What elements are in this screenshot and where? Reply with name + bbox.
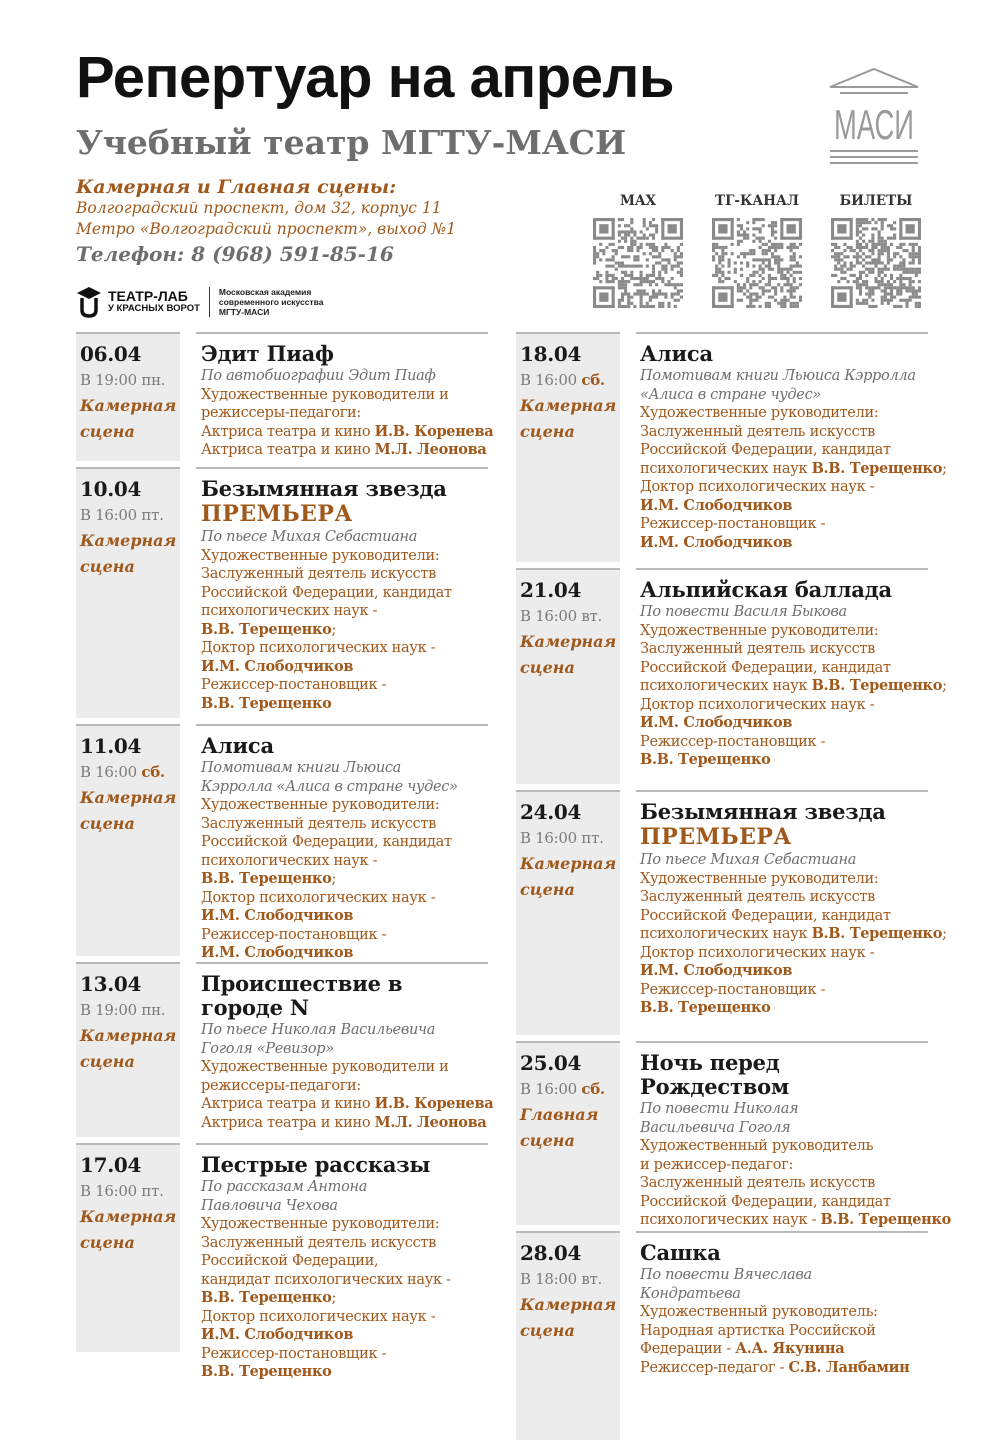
performance-time <box>520 829 620 847</box>
masi-logo <box>826 67 922 167</box>
phone-number[interactable]: Телефон: 8 (968) 591-85-16 <box>76 242 394 266</box>
credit-text: психологических наук - <box>640 1212 821 1228</box>
qr-code-icon <box>712 218 802 308</box>
show-title: Алиса <box>640 341 713 366</box>
performance-date: 25.04 <box>520 1051 582 1075</box>
credit-line <box>640 981 928 1000</box>
person-name: В.В. Терещенко <box>811 459 943 477</box>
weekday: пн. <box>141 1001 166 1019</box>
credit-text: Заслуженный деятель искусств <box>201 815 436 832</box>
credit-text: Российской Федерации, кандидат <box>640 1193 891 1210</box>
premiere-badge: ПРЕМЬЕРА <box>201 501 353 527</box>
credit-line <box>640 733 928 752</box>
credit-line <box>640 714 928 733</box>
credit-line <box>201 584 488 603</box>
person-name: И.В. Коренева <box>374 1095 494 1112</box>
show-title: Эдит Пиаф <box>201 341 334 366</box>
academy-line: современного искусства <box>218 297 324 307</box>
teatr-lab-icon <box>76 286 102 318</box>
credit-line <box>201 404 488 423</box>
credit-text: Режиссер-педагог - <box>640 1359 789 1376</box>
credit-text: Доктор психологических наук - <box>201 1308 436 1325</box>
credit-line <box>201 1345 488 1364</box>
credit-line <box>640 497 928 516</box>
page-subtitle: Учебный театр МГТУ-МАСИ <box>76 123 627 162</box>
weekday: сб. <box>141 763 165 781</box>
credit-text: Художественные руководители: <box>201 797 440 813</box>
date-cell <box>516 1041 620 1225</box>
person-name: И.М. Слободчиков <box>640 533 793 551</box>
date-cell <box>76 962 180 1137</box>
person-name: В.В. Терещенко <box>201 870 332 887</box>
academy-line: Московская академия <box>218 287 312 297</box>
credit-line <box>201 676 488 695</box>
show-title: Пестрые рассказы <box>201 1152 431 1177</box>
stage-name: Камерная сцена <box>520 396 617 441</box>
credit-text: Доктор психологических наук - <box>201 889 436 906</box>
person-name: И.М. Слободчиков <box>640 496 793 514</box>
show-info <box>196 332 494 460</box>
credit-text: Российской Федерации, кандидат <box>640 907 891 924</box>
credit-text: Художественный руководитель <box>640 1138 874 1154</box>
show-source: По повести Вячеслава Кондратьева <box>640 1267 812 1302</box>
credit-line <box>201 815 488 834</box>
time-value: В 16:00 <box>80 763 137 781</box>
credit-line <box>201 1289 488 1308</box>
credit-line <box>201 870 488 889</box>
credit-text: Художественные руководители и <box>201 1059 449 1075</box>
performance-date: 11.04 <box>80 734 142 758</box>
person-name: В.В. Терещенко <box>640 751 771 768</box>
show-source: По повести Николая Васильевича Гоголя <box>640 1101 799 1136</box>
performance-time <box>520 607 620 625</box>
time-value: В 16:00 <box>80 1182 137 1200</box>
credit-text: Российской Федерации, кандидат <box>201 834 452 850</box>
date-cell <box>76 1143 180 1352</box>
date-cell <box>516 332 620 562</box>
credits <box>201 1215 488 1382</box>
show-source: По пьесе Михая Себастиана <box>201 529 418 545</box>
show-title: Альпийская баллада <box>640 577 892 602</box>
time-value: В 16:00 <box>80 506 137 524</box>
qr-max[interactable] <box>592 193 684 312</box>
weekday: вт. <box>581 607 603 625</box>
weekday: вт. <box>581 1270 603 1288</box>
credits <box>640 1137 951 1230</box>
stages-heading: Камерная и Главная сцены: <box>76 176 397 198</box>
credit-line <box>201 1077 488 1096</box>
credit-line <box>640 515 928 534</box>
credit-line <box>201 833 488 852</box>
credit-line <box>201 621 488 640</box>
credit-line <box>640 1156 928 1175</box>
weekday: пт. <box>141 506 164 524</box>
credit-line <box>201 658 488 677</box>
weekday: пт. <box>581 829 604 847</box>
person-name: И.М. Слободчиков <box>640 962 793 979</box>
credit-line <box>201 852 488 871</box>
credit-text: психологических наук - <box>201 603 378 619</box>
performance-date: 18.04 <box>520 342 582 366</box>
performance-time <box>520 371 620 389</box>
credit-line <box>201 1326 488 1345</box>
credit-text: Режиссер-постановщик - <box>201 677 387 693</box>
qr-tickets[interactable] <box>830 193 922 312</box>
person-name: В.В. Терещенко <box>820 1211 951 1228</box>
show-title: Сашка <box>640 1240 721 1265</box>
credit-text: Российской Федерации, кандидат <box>201 584 452 601</box>
person-name: В.В. Терещенко <box>201 694 332 712</box>
show-title: Алиса <box>201 733 274 758</box>
credit-text: Заслуженный деятель искусств <box>640 889 875 905</box>
weekday: пт. <box>141 1182 164 1200</box>
partner-subtitle: У КРАСНЫХ ВОРОТ <box>108 303 200 314</box>
credit-line <box>201 796 488 815</box>
credit-line <box>640 888 928 907</box>
person-name: И.М. Слободчиков <box>201 1326 354 1343</box>
credit-line <box>201 1252 488 1271</box>
date-cell <box>516 568 620 784</box>
credit-text: Актриса театра и кино <box>201 1114 375 1131</box>
credit-line <box>640 441 928 460</box>
person-name: И.М. Слободчиков <box>640 714 793 731</box>
credit-text: ; <box>942 678 947 694</box>
credit-line <box>201 1234 488 1253</box>
credit-text: Режиссер-постановщик - <box>640 733 826 750</box>
credit-line <box>640 1322 928 1341</box>
schedule-entry <box>516 1231 976 1440</box>
credit-line <box>640 925 947 944</box>
schedule-entry <box>516 568 976 784</box>
svg-text:МАСИ: МАСИ <box>834 101 914 148</box>
credit-line <box>201 386 488 405</box>
credit-text: Художественные руководители: <box>640 405 879 421</box>
performance-time <box>80 763 180 781</box>
show-info <box>636 790 947 1018</box>
performance-time <box>520 1270 620 1288</box>
performance-date: 17.04 <box>80 1153 142 1177</box>
credit-text: ; <box>942 926 947 942</box>
credit-line <box>201 422 494 442</box>
credit-line <box>201 889 488 908</box>
premiere-badge: ПРЕМЬЕРА <box>640 824 792 850</box>
credit-text: Российской Федерации, кандидат <box>640 442 891 458</box>
qr-label: MAX <box>620 193 656 209</box>
credit-line <box>640 999 928 1018</box>
credit-line <box>201 565 488 584</box>
performance-date: 13.04 <box>80 972 142 996</box>
academy-line: МГТУ-МАСИ <box>218 307 270 317</box>
metro-address: Метро «Волгоградский проспект», выход №1 <box>76 220 457 238</box>
credit-text: Заслуженный деятель искусств <box>640 1175 875 1191</box>
credit-line <box>640 534 928 553</box>
credit-text: Федерации - <box>640 1341 736 1357</box>
person-name: В.В. Терещенко <box>201 620 332 638</box>
credit-line <box>640 640 928 659</box>
weekday: пн. <box>141 371 166 389</box>
stage-name: Камерная сцена <box>80 1207 177 1252</box>
divider <box>209 287 210 317</box>
show-info <box>196 467 488 713</box>
person-name: И.В. Коренева <box>374 422 494 440</box>
credit-line <box>640 404 928 423</box>
performance-date: 06.04 <box>80 342 142 366</box>
credit-line <box>640 944 928 963</box>
schedule-entry <box>516 332 976 562</box>
schedule-entry <box>76 962 516 1137</box>
stage-name: Камерная сцена <box>80 1026 177 1071</box>
credit-text: Художественные руководители и <box>201 386 449 403</box>
credit-text: психологических наук <box>640 678 812 694</box>
performance-time <box>80 506 180 524</box>
credit-text: Режиссер-постановщик - <box>201 926 387 943</box>
stage-name: Камерная сцена <box>520 854 617 899</box>
credit-text: Художественные руководители: <box>640 870 879 887</box>
credits <box>201 547 488 714</box>
credit-line <box>201 944 488 963</box>
credits <box>640 404 947 552</box>
credit-text: Режиссер-постановщик - <box>201 1345 387 1362</box>
schedule-entry <box>76 1143 516 1380</box>
credits <box>640 870 947 1018</box>
show-title: Безымянная звезда <box>640 799 886 824</box>
credits <box>201 386 494 460</box>
credit-text: Доктор психологических наук - <box>640 479 875 495</box>
time-value: В 16:00 <box>520 829 577 847</box>
credit-line <box>201 1308 488 1327</box>
time-value: В 19:00 <box>80 1001 137 1019</box>
credit-text: Российской Федерации, <box>201 1253 379 1269</box>
credit-text: Российской Федерации, кандидат <box>640 659 891 676</box>
performance-date: 28.04 <box>520 1241 582 1265</box>
credit-text: Заслуженный деятель искусств <box>201 566 436 582</box>
show-title: Происшествие в городе N <box>201 971 403 1020</box>
credit-line <box>640 622 928 641</box>
show-title: Безымянная звезда <box>201 476 447 501</box>
time-value: В 16:00 <box>520 371 577 389</box>
weekday: сб. <box>581 1080 605 1098</box>
person-name: В.В. Терещенко <box>640 999 771 1016</box>
credit-line <box>201 695 488 714</box>
qr-label: БИЛЕТЫ <box>839 193 913 209</box>
credit-line <box>201 1058 488 1077</box>
credits <box>201 1058 494 1132</box>
credit-line <box>201 1095 494 1114</box>
credit-line <box>640 1193 928 1212</box>
credit-line <box>640 870 928 889</box>
credit-line <box>640 962 928 981</box>
credit-text: Художественные руководители: <box>201 547 440 564</box>
person-name: И.М. Слободчиков <box>201 944 354 961</box>
credit-text: психологических наук - <box>201 852 378 869</box>
qr-code-icon <box>831 218 921 308</box>
show-source: Помотивам книги Льюиса Кэрролла «Алиса в стране чудес» <box>640 368 916 403</box>
partner-logo <box>76 284 323 320</box>
credit-text: Заслуженный деятель искусств <box>640 423 875 440</box>
credit-line <box>640 677 947 696</box>
credit-line <box>640 459 947 479</box>
credit-text: режиссеры-педагоги: <box>201 1077 362 1094</box>
page-title: Репертуар на апрель <box>76 45 674 110</box>
date-cell <box>516 790 620 1035</box>
show-source: По пьесе Николая Васильевича Гоголя «Ревизор» <box>201 1022 436 1057</box>
credit-line <box>640 423 928 442</box>
person-name: М.Л. Леонова <box>374 441 487 458</box>
time-value: В 19:00 <box>80 371 137 389</box>
stage-name: Камерная сцена <box>80 396 177 441</box>
credit-text: Заслуженный деятель искусств <box>640 641 875 657</box>
credit-line <box>201 1215 488 1234</box>
stage-name: Камерная сцена <box>520 1295 617 1340</box>
qr-code-icon <box>593 218 683 308</box>
credit-text: кандидат психологических наук - <box>201 1271 451 1288</box>
credit-line <box>201 602 488 621</box>
credit-line <box>201 1271 488 1290</box>
date-cell <box>76 332 180 461</box>
performance-time <box>80 1001 180 1019</box>
schedule-entry <box>76 724 516 961</box>
credit-line <box>640 1211 951 1230</box>
show-source: Помотивам книги Льюиса Кэрролла «Алиса в стране чудес» <box>201 760 458 795</box>
credit-text: Художественные руководители: <box>640 622 879 639</box>
credit-text: ; <box>331 621 337 638</box>
performance-time <box>520 1080 620 1098</box>
date-cell <box>516 1231 620 1440</box>
credit-text: Доктор психологических наук - <box>640 944 875 961</box>
time-value: В 16:00 <box>520 607 577 625</box>
credit-line <box>640 751 928 770</box>
performance-date: 21.04 <box>520 578 582 602</box>
show-info <box>636 568 947 770</box>
credit-text: режиссеры-педагоги: <box>201 405 362 421</box>
show-title: Ночь перед Рождеством <box>640 1050 789 1099</box>
credit-line <box>201 441 488 460</box>
stage-name: Камерная сцена <box>80 531 177 576</box>
schedule-entry <box>516 790 976 1035</box>
date-cell <box>76 467 180 718</box>
performance-time <box>80 1182 180 1200</box>
credit-text: Художественные руководители: <box>201 1216 440 1232</box>
performance-date: 10.04 <box>80 477 142 501</box>
credit-text: ; <box>942 460 947 477</box>
performance-time <box>80 371 180 389</box>
show-source: По повести Василя Быкова <box>640 604 847 620</box>
credit-text: Актриса театра и кино <box>201 1096 375 1112</box>
address-block <box>76 176 596 266</box>
show-source: По рассказам Антона Павловича Чехова <box>201 1179 368 1214</box>
schedule-entry <box>76 332 516 461</box>
credit-text: психологических наук <box>640 460 812 477</box>
credit-line <box>640 1340 928 1359</box>
academy-name <box>219 287 324 317</box>
performance-date: 24.04 <box>520 800 582 824</box>
show-info <box>636 1231 928 1377</box>
credit-line <box>201 547 488 566</box>
show-source: По пьесе Михая Себастиана <box>640 852 857 868</box>
time-value: В 18:00 <box>520 1270 577 1288</box>
credit-line <box>201 907 488 926</box>
credit-text: Актриса театра и кино <box>201 423 375 440</box>
credit-line <box>640 696 928 715</box>
credit-line <box>640 1359 928 1378</box>
person-name: А.А. Якунина <box>735 1340 845 1357</box>
credit-text: Народная артистка Российской <box>640 1322 876 1339</box>
stage-name: Камерная сцена <box>80 788 177 833</box>
credit-line <box>640 659 928 678</box>
partner-name <box>108 289 200 315</box>
credits <box>640 622 947 770</box>
person-name: В.В. Терещенко <box>201 1289 332 1306</box>
credit-text: Доктор психологических наук - <box>201 640 436 656</box>
credit-text: Художественный руководитель: <box>640 1304 878 1320</box>
person-name: И.М. Слободчиков <box>201 907 354 924</box>
qr-label: ТГ-КАНАЛ <box>715 193 799 209</box>
credit-text: ; <box>331 1290 337 1306</box>
credits <box>640 1303 928 1377</box>
stage-name: Камерная сцена <box>520 632 617 677</box>
credit-text: Режиссер-постановщик - <box>640 981 826 998</box>
credit-line <box>640 1303 928 1322</box>
credit-text: психологических наук <box>640 926 812 942</box>
person-name: В.В. Терещенко <box>201 1363 332 1380</box>
show-source: По автобиографии Эдит Пиаф <box>201 368 436 384</box>
schedule-entry <box>76 467 516 718</box>
credit-text: Актриса театра и кино <box>201 442 375 458</box>
show-info <box>636 1041 951 1230</box>
time-value: В 16:00 <box>520 1080 577 1098</box>
credit-text: Заслуженный деятель искусств <box>201 1234 436 1251</box>
person-name: И.М. Слободчиков <box>201 657 354 675</box>
credit-line <box>640 1137 928 1156</box>
street-address: Волгоградский проспект, дом 32, корпус 11 <box>76 199 442 217</box>
credit-text: и режиссер-педагог: <box>640 1156 794 1173</box>
credit-line <box>201 1363 488 1382</box>
show-info <box>196 1143 488 1382</box>
qr-tg-channel[interactable] <box>711 193 803 312</box>
credit-line <box>201 1114 488 1133</box>
show-info <box>636 332 947 552</box>
credit-line <box>201 639 488 658</box>
stage-name: Главная сцена <box>520 1105 599 1150</box>
credit-line <box>640 478 928 497</box>
person-name: В.В. Терещенко <box>811 925 943 942</box>
person-name: С.В. Ланбамин <box>788 1358 910 1376</box>
date-cell <box>76 724 180 956</box>
person-name: В.В. Терещенко <box>811 677 943 694</box>
schedule-entry <box>516 1041 976 1228</box>
credit-text: Режиссер-постановщик - <box>640 516 826 532</box>
credit-line <box>640 1174 928 1193</box>
weekday: сб. <box>581 371 605 389</box>
show-info <box>196 962 494 1132</box>
credit-text: Доктор психологических наук - <box>640 696 875 713</box>
credit-line <box>640 907 928 926</box>
credit-line <box>201 926 488 945</box>
person-name: М.Л. Леонова <box>374 1113 487 1131</box>
show-info <box>196 724 488 963</box>
credit-text: ; <box>331 871 337 887</box>
credits <box>201 796 488 963</box>
partner-title: ТЕАТР-ЛАБ <box>108 288 188 304</box>
